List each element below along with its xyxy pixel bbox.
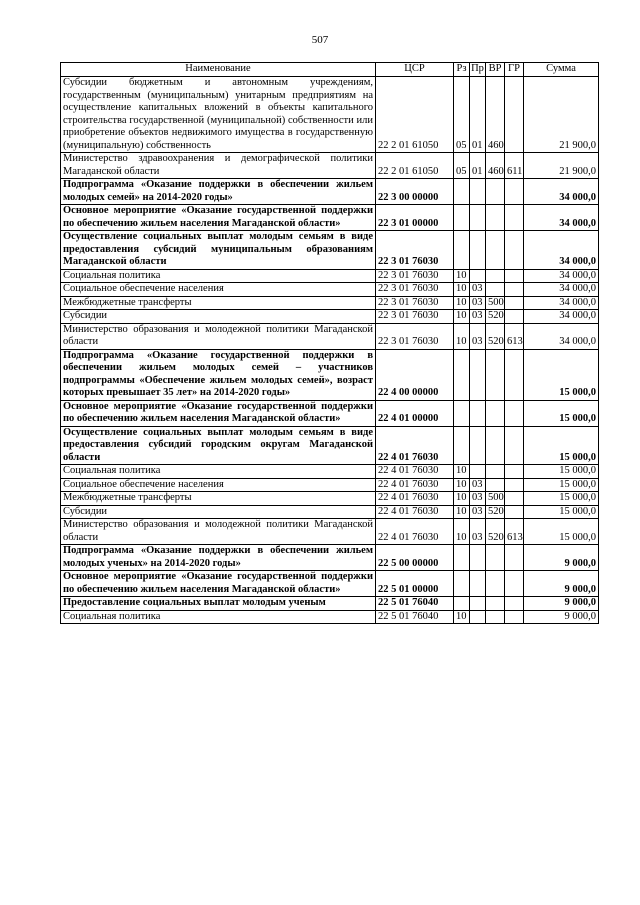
cell-vr	[486, 597, 505, 611]
cell-sum: 15 000,0	[524, 519, 599, 545]
cell-sum: 15 000,0	[524, 426, 599, 465]
page-number: 507	[311, 34, 329, 46]
cell-name: Социальная политика	[61, 269, 376, 283]
cell-sum: 15 000,0	[524, 478, 599, 492]
cell-gr	[505, 231, 524, 270]
cell-pr: 01	[470, 77, 486, 153]
cell-csr: 22 5 01 76040	[376, 610, 454, 624]
cell-csr: 22 4 01 76030	[376, 465, 454, 479]
cell-csr: 22 5 00 00000	[376, 545, 454, 571]
cell-gr	[505, 597, 524, 611]
cell-pr: 03	[470, 296, 486, 310]
cell-rz: 10	[454, 323, 470, 349]
header-csr: ЦСР	[376, 63, 454, 77]
cell-csr: 22 3 01 76030	[376, 269, 454, 283]
cell-name: Социальная политика	[61, 610, 376, 624]
cell-name: Подпрограмма «Оказание поддержки в обеспечении жильем молодых семей» на 2014-2020 годы»	[61, 179, 376, 205]
cell-vr	[486, 231, 505, 270]
cell-rz: 10	[454, 310, 470, 324]
table-row	[61, 597, 599, 611]
cell-vr: 460	[486, 77, 505, 153]
cell-vr	[486, 426, 505, 465]
cell-pr: 03	[470, 310, 486, 324]
cell-name: Министерство здравоохранения и демографической политики Магаданской области	[61, 153, 376, 179]
cell-csr: 22 2 01 61050	[376, 77, 454, 153]
cell-name: Основное мероприятие «Оказание государственной поддержки по обеспечению жильем населения Магаданской области»	[61, 400, 376, 426]
cell-pr: 03	[470, 283, 486, 297]
cell-csr: 22 4 01 76030	[376, 426, 454, 465]
cell-gr	[505, 283, 524, 297]
cell-name: Социальная политика	[61, 465, 376, 479]
cell-vr	[486, 179, 505, 205]
header-name: Наименование	[61, 63, 376, 77]
cell-gr	[505, 77, 524, 153]
cell-csr: 22 3 01 76030	[376, 323, 454, 349]
cell-pr	[470, 349, 486, 400]
cell-name: Основное мероприятие «Оказание государственной поддержки по обеспечению жильем населения Магаданской области»	[61, 205, 376, 231]
cell-sum: 15 000,0	[524, 465, 599, 479]
cell-csr: 22 4 01 76030	[376, 478, 454, 492]
cell-pr	[470, 231, 486, 270]
cell-sum: 34 000,0	[524, 283, 599, 297]
cell-gr	[505, 310, 524, 324]
cell-rz: 10	[454, 519, 470, 545]
cell-name: Социальное обеспечение населения	[61, 283, 376, 297]
cell-sum: 34 000,0	[524, 310, 599, 324]
cell-rz	[454, 426, 470, 465]
table-row	[61, 465, 599, 479]
cell-pr: 03	[470, 519, 486, 545]
cell-gr	[505, 296, 524, 310]
cell-vr	[486, 545, 505, 571]
header-gr: ГР	[505, 63, 524, 77]
cell-vr: 460	[486, 153, 505, 179]
table-row	[61, 519, 599, 545]
cell-pr	[470, 179, 486, 205]
cell-sum: 9 000,0	[524, 610, 599, 624]
table-row	[61, 349, 599, 400]
table-row	[61, 492, 599, 506]
cell-vr	[486, 269, 505, 283]
cell-csr: 22 3 00 00000	[376, 179, 454, 205]
cell-csr: 22 3 01 76030	[376, 283, 454, 297]
cell-rz: 10	[454, 296, 470, 310]
cell-name: Министерство образования и молодежной политики Магаданской области	[61, 519, 376, 545]
cell-name: Межбюджетные трансферты	[61, 492, 376, 506]
cell-sum: 9 000,0	[524, 545, 599, 571]
cell-csr: 22 3 01 76030	[376, 296, 454, 310]
cell-rz: 10	[454, 492, 470, 506]
cell-gr	[505, 545, 524, 571]
table-row	[61, 283, 599, 297]
table-row	[61, 269, 599, 283]
cell-pr: 03	[470, 478, 486, 492]
cell-rz	[454, 179, 470, 205]
cell-pr	[470, 426, 486, 465]
cell-gr	[505, 205, 524, 231]
cell-csr: 22 4 01 00000	[376, 400, 454, 426]
cell-vr: 520	[486, 323, 505, 349]
cell-pr	[470, 465, 486, 479]
cell-csr: 22 5 01 76040	[376, 597, 454, 611]
cell-rz: 10	[454, 269, 470, 283]
cell-rz	[454, 231, 470, 270]
cell-pr	[470, 597, 486, 611]
header-sum: Сумма	[524, 63, 599, 77]
cell-csr: 22 3 01 76030	[376, 310, 454, 324]
cell-vr: 520	[486, 519, 505, 545]
cell-csr: 22 3 01 76030	[376, 231, 454, 270]
cell-sum: 34 000,0	[524, 296, 599, 310]
cell-vr: 520	[486, 310, 505, 324]
cell-vr	[486, 610, 505, 624]
cell-pr	[470, 610, 486, 624]
cell-pr	[470, 545, 486, 571]
cell-rz	[454, 597, 470, 611]
cell-gr	[505, 179, 524, 205]
cell-csr: 22 4 00 00000	[376, 349, 454, 400]
cell-gr	[505, 571, 524, 597]
cell-vr: 500	[486, 296, 505, 310]
table-row	[61, 323, 599, 349]
cell-rz: 05	[454, 153, 470, 179]
table-row	[61, 571, 599, 597]
table-row	[61, 478, 599, 492]
cell-sum: 21 900,0	[524, 77, 599, 153]
cell-rz: 10	[454, 610, 470, 624]
cell-rz: 10	[454, 283, 470, 297]
cell-vr	[486, 349, 505, 400]
cell-sum: 15 000,0	[524, 400, 599, 426]
cell-vr	[486, 283, 505, 297]
cell-name: Осуществление социальных выплат молодым семьям в виде предоставления субсидий муниципальным образованиям Магаданской области	[61, 231, 376, 270]
table-row	[61, 400, 599, 426]
cell-name: Министерство образования и молодежной политики Магаданской области	[61, 323, 376, 349]
table-row	[61, 545, 599, 571]
cell-gr	[505, 465, 524, 479]
cell-gr	[505, 349, 524, 400]
budget-table	[60, 62, 599, 624]
cell-gr	[505, 492, 524, 506]
header-rz: Рз	[454, 63, 470, 77]
table-row	[61, 153, 599, 179]
cell-vr	[486, 478, 505, 492]
table-row	[61, 231, 599, 270]
header-row	[61, 63, 599, 77]
table-row	[61, 426, 599, 465]
table-row	[61, 310, 599, 324]
cell-rz: 10	[454, 505, 470, 519]
cell-gr	[505, 269, 524, 283]
cell-sum: 15 000,0	[524, 505, 599, 519]
table-row	[61, 505, 599, 519]
cell-gr: 613	[505, 519, 524, 545]
cell-name: Межбюджетные трансферты	[61, 296, 376, 310]
cell-name: Осуществление социальных выплат молодым семьям в виде предоставления субсидий городским округам Магаданской области	[61, 426, 376, 465]
cell-name: Предоставление социальных выплат молодым ученым	[61, 597, 376, 611]
cell-csr: 22 4 01 76030	[376, 519, 454, 545]
cell-pr: 01	[470, 153, 486, 179]
cell-gr	[505, 478, 524, 492]
cell-sum: 34 000,0	[524, 323, 599, 349]
cell-pr: 03	[470, 323, 486, 349]
cell-sum: 15 000,0	[524, 492, 599, 506]
cell-name: Подпрограмма «Оказание государственной поддержки в обеспечении жильем молодых семей – участников подпрограммы «Обеспечение жильем молодых семей», возраст которых превышает 35 лет» на 2014-2020 годы»	[61, 349, 376, 400]
header-vr: ВР	[486, 63, 505, 77]
cell-sum: 34 000,0	[524, 179, 599, 205]
table-row	[61, 77, 599, 153]
table-row	[61, 296, 599, 310]
header-pr: Пр	[470, 63, 486, 77]
cell-vr	[486, 400, 505, 426]
cell-rz	[454, 571, 470, 597]
cell-rz	[454, 205, 470, 231]
cell-vr: 500	[486, 492, 505, 506]
cell-csr: 22 4 01 76030	[376, 492, 454, 506]
cell-pr	[470, 269, 486, 283]
cell-sum: 21 900,0	[524, 153, 599, 179]
cell-pr: 03	[470, 505, 486, 519]
cell-vr	[486, 571, 505, 597]
cell-rz: 05	[454, 77, 470, 153]
cell-sum: 9 000,0	[524, 571, 599, 597]
cell-rz: 10	[454, 478, 470, 492]
cell-pr	[470, 400, 486, 426]
cell-rz	[454, 349, 470, 400]
cell-name: Социальное обеспечение населения	[61, 478, 376, 492]
cell-csr: 22 3 01 00000	[376, 205, 454, 231]
table-row	[61, 610, 599, 624]
cell-sum: 15 000,0	[524, 349, 599, 400]
cell-pr	[470, 571, 486, 597]
table-row	[61, 205, 599, 231]
cell-sum: 34 000,0	[524, 269, 599, 283]
cell-name: Основное мероприятие «Оказание государственной поддержки по обеспечению жильем населения Магаданской области»	[61, 571, 376, 597]
cell-csr: 22 4 01 76030	[376, 505, 454, 519]
cell-rz	[454, 545, 470, 571]
cell-name: Субсидии	[61, 505, 376, 519]
cell-name: Субсидии бюджетным и автономным учреждениям, государственным (муниципальным) унитарным предприятиям на осуществление капитальных вложений в объекты капитального строительства государственной (муниципальной) собственности или приобретение объектов недвижимого имущества в государственную (муниципальную) собственность	[61, 77, 376, 153]
table-row	[61, 179, 599, 205]
cell-rz: 10	[454, 465, 470, 479]
cell-rz	[454, 400, 470, 426]
cell-vr	[486, 205, 505, 231]
cell-sum: 34 000,0	[524, 205, 599, 231]
cell-gr	[505, 505, 524, 519]
cell-gr	[505, 400, 524, 426]
cell-sum: 9 000,0	[524, 597, 599, 611]
cell-vr: 520	[486, 505, 505, 519]
cell-csr: 22 5 01 00000	[376, 571, 454, 597]
cell-gr	[505, 610, 524, 624]
cell-pr	[470, 205, 486, 231]
cell-vr	[486, 465, 505, 479]
cell-csr: 22 2 01 61050	[376, 153, 454, 179]
cell-name: Субсидии	[61, 310, 376, 324]
cell-gr: 611	[505, 153, 524, 179]
cell-sum: 34 000,0	[524, 231, 599, 270]
cell-name: Подпрограмма «Оказание поддержки в обеспечении жильем молодых ученых» на 2014-2020 годы»	[61, 545, 376, 571]
cell-gr: 613	[505, 323, 524, 349]
cell-gr	[505, 426, 524, 465]
cell-pr: 03	[470, 492, 486, 506]
